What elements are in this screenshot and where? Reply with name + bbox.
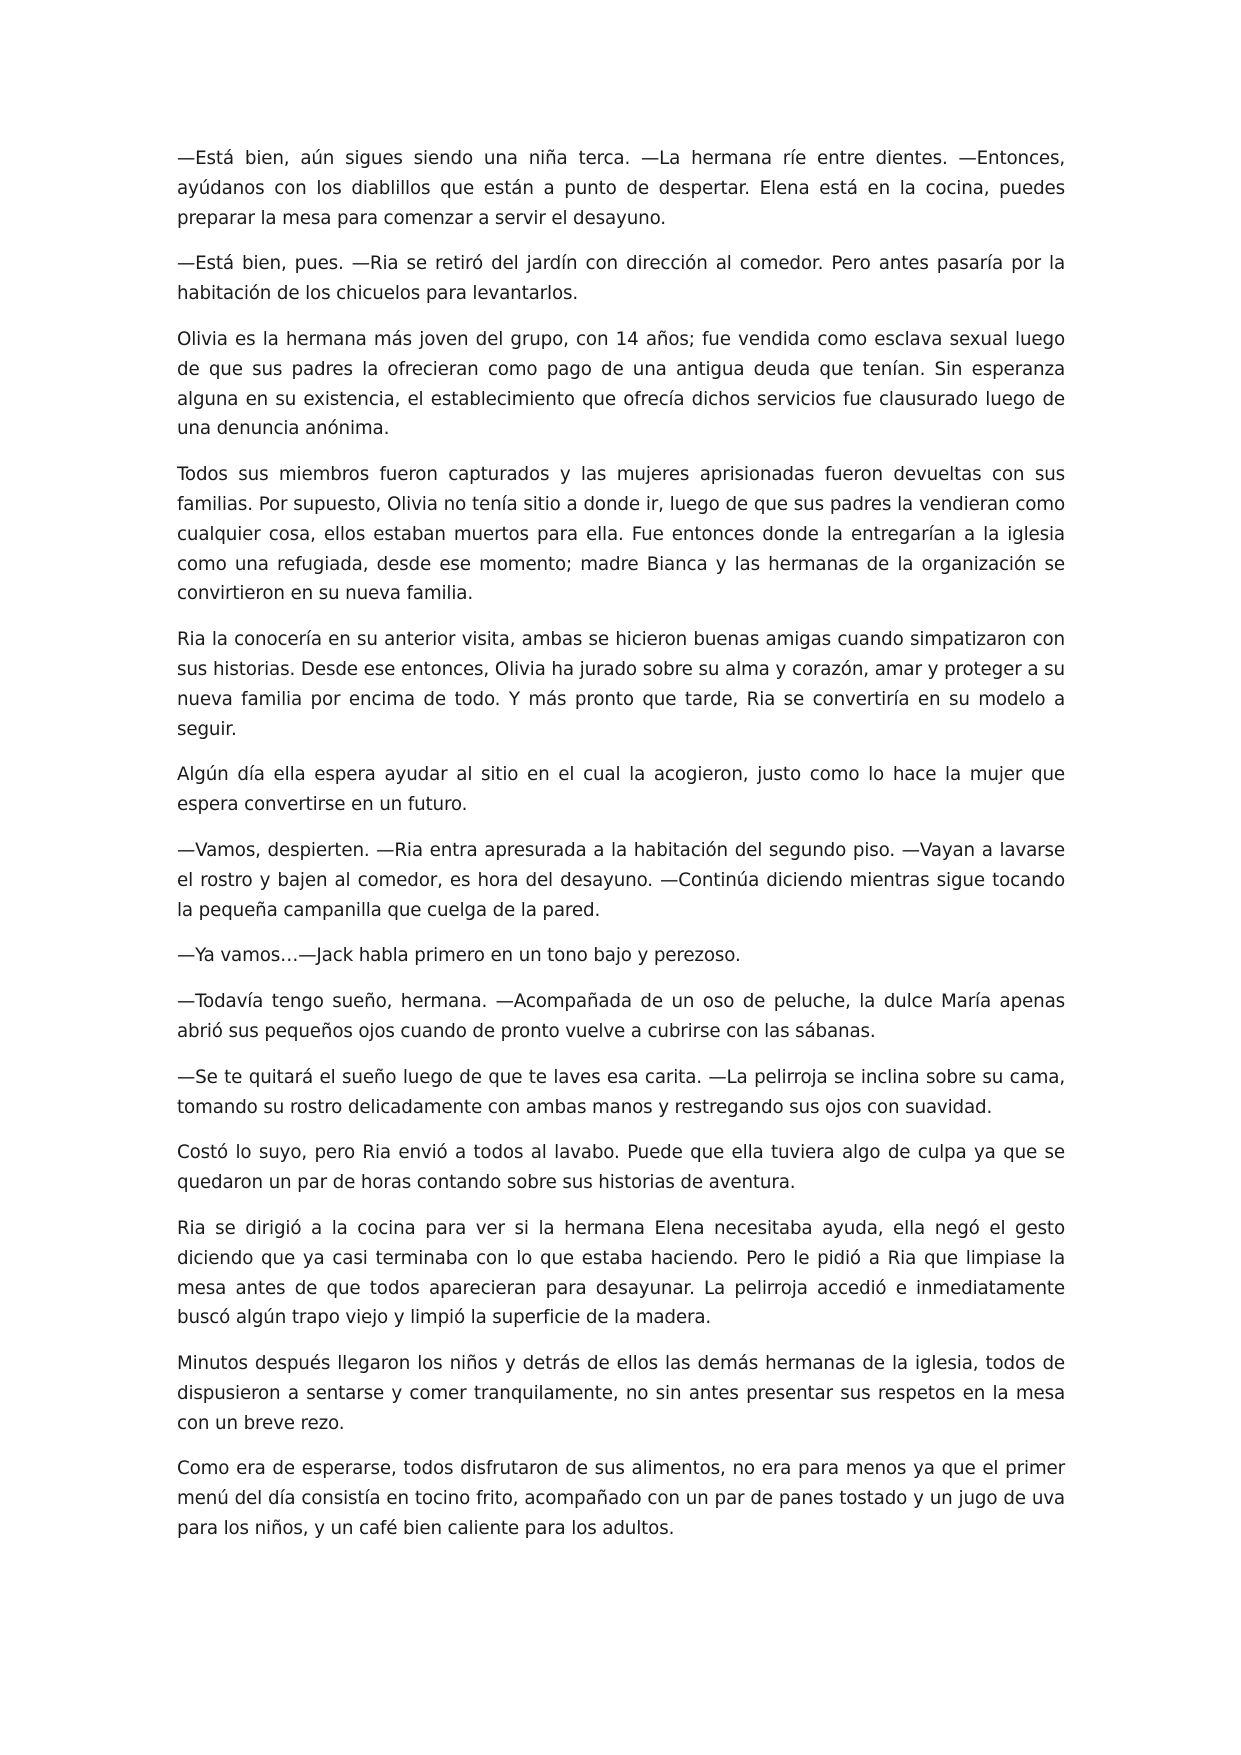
paragraph: —Está bien, aún sigues siendo una niña terca. —La hermana ríe entre dientes. —Entonces, ayúdanos con los diablillos que están a punto de despertar. Elena está en la cocina, puedes preparar la mesa para comenzar a servir el desayuno.: [177, 148, 1065, 229]
paragraph: Como era de esperarse, todos disfrutaron de sus alimentos, no era para menos ya que el primer menú del día consistía en tocino frito, acompañado con un par de panes tostado y un jugo de uva para los niños, y un café bien caliente para los adultos.: [177, 1458, 1065, 1540]
paragraph: —Está bien, pues. —Ria se retiró del jardín con dirección al comedor. Pero antes pasaría por la habitación de los chicuelos para levantarlos.: [177, 253, 1065, 305]
paragraph: Todos sus miembros fueron capturados y las mujeres aprisionadas fueron devueltas con sus familias. Por supuesto, Olivia no tenía sitio a donde ir, luego de que sus padres la vendieran como cualquier cosa, ellos estaban muertos para ella. Fue entonces donde la entregarían a la iglesia como una refugiada, desde ese momento; madre Bianca y las hermanas de la organización se convirtieron en su nueva familia.: [177, 464, 1065, 605]
paragraph: Olivia es la hermana más joven del grupo, con 14 años; fue vendida como esclava sexual luego de que sus padres la ofrecieran como pago de una antigua deuda que tenían. Sin esperanza alguna en su existencia, el establecimiento que ofrecía dichos servicios fue clausurado luego de una denuncia anónima.: [177, 328, 1065, 440]
paragraph: Ria se dirigió a la cocina para ver si la hermana Elena necesitaba ayuda, ella negó el gesto diciendo que ya casi terminaba con lo que estaba haciendo. Pero le pidió a Ria que limpiase la mesa antes de que todos aparecieran para desayunar. La pelirroja accedió e inmediatamente buscó algún trapo viejo y limpió la superficie de la madera.: [177, 1217, 1065, 1329]
paragraph: Algún día ella espera ayudar al sitio en el cual la acogieron, justo como lo hace la mujer que espera convertirse en un futuro.: [177, 764, 1065, 816]
document-body: [177, 144, 1065, 1560]
paragraph: Minutos después llegaron los niños y detrás de ellos las demás hermanas de la iglesia, todos de dispusieron a sentarse y comer tranquilamente, no sin antes presentar sus respetos en la mesa con un breve rezo.: [177, 1353, 1065, 1434]
paragraph: —Ya vamos…—Jack habla primero en un tono bajo y perezoso.: [177, 945, 741, 967]
paragraph: Costó lo suyo, pero Ria envió a todos al lavabo. Puede que ella tuviera algo de culpa ya que se quedaron un par de horas contando sobre sus historias de aventura.: [177, 1142, 1065, 1194]
paragraph: —Todavía tengo sueño, hermana. —Acompañada de un oso de peluche, la dulce María apenas abrió sus pequeños ojos cuando de pronto vuelve a cubrirse con las sábanas.: [177, 991, 1065, 1042]
paragraph: —Se te quitará el sueño luego de que te laves esa carita. —La pelirroja se inclina sobre su cama, tomando su rostro delicadamente con ambas manos y restregando sus ojos con suavidad.: [177, 1066, 1065, 1118]
paragraph: Ria la conocería en su anterior visita, ambas se hicieron buenas amigas cuando simpatizaron con sus historias. Desde ese entonces, Olivia ha jurado sobre su alma y corazón, amar y proteger a su nueva familia por encima de todo. Y más pronto que tarde, Ria se convertiría en su modelo a seguir.: [177, 629, 1065, 740]
paragraph: —Vamos, despierten. —Ria entra apresurada a la habitación del segundo piso. —Vayan a lavarse el rostro y bajen al comedor, es hora del desayuno. —Continúa diciendo mientras sigue tocando la pequeña campanilla que cuelga de la pared.: [177, 839, 1065, 921]
